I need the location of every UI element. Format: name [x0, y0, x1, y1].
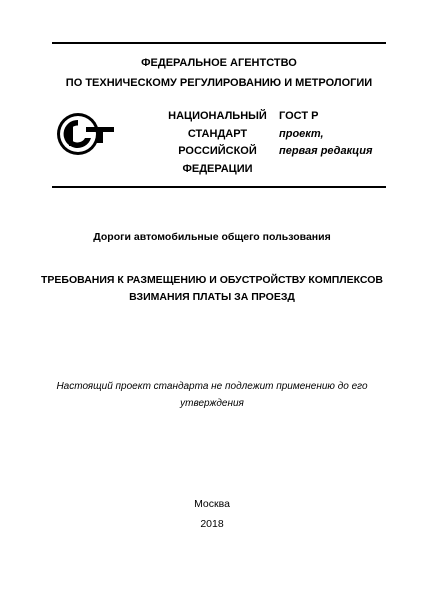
document-title-line-1: ТРЕБОВАНИЯ К РАЗМЕЩЕНИЮ И ОБУСТРОЙСТВУ КОМПЛЕКСОВ	[41, 274, 383, 286]
publication-city: Москва	[194, 498, 230, 510]
national-line-4: ФЕДЕРАЦИИ	[182, 162, 253, 175]
publication-year: 2018	[200, 518, 224, 530]
national-standard-label	[160, 108, 275, 178]
agency-name-line-2: ПО ТЕХНИЧЕСКОМУ РЕГУЛИРОВАНИЮ И МЕТРОЛОГИИ	[65, 77, 373, 89]
draft-notice-line-2: утверждения	[180, 398, 244, 409]
document-title-line-2: ВЗИМАНИЯ ПЛАТЫ ЗА ПРОЕЗД	[129, 291, 295, 303]
document-title	[30, 272, 394, 306]
draft-notice-line-1: Настоящий проект стандарта не подлежит применению до его	[56, 381, 368, 392]
draft-status-line-1: проект,	[279, 127, 324, 140]
gost-designation	[279, 108, 389, 161]
agency-name-line-1: ФЕДЕРАЛЬНОЕ АГЕНТСТВО	[141, 57, 297, 69]
national-line-3: РОССИЙСКОЙ	[178, 145, 257, 157]
national-line-2: СТАНДАРТ	[187, 127, 248, 140]
bottom-divider	[52, 186, 386, 188]
rst-logo-icon	[55, 110, 117, 158]
national-line-1: НАЦИОНАЛЬНЫЙ	[168, 110, 267, 122]
draft-status-line-2: первая редакция	[279, 145, 373, 157]
top-divider	[52, 42, 386, 44]
document-subtitle: Дороги автомобильные общего пользования	[93, 231, 331, 243]
draft-notice	[40, 378, 384, 412]
gost-code: ГОСТ Р	[279, 110, 319, 122]
